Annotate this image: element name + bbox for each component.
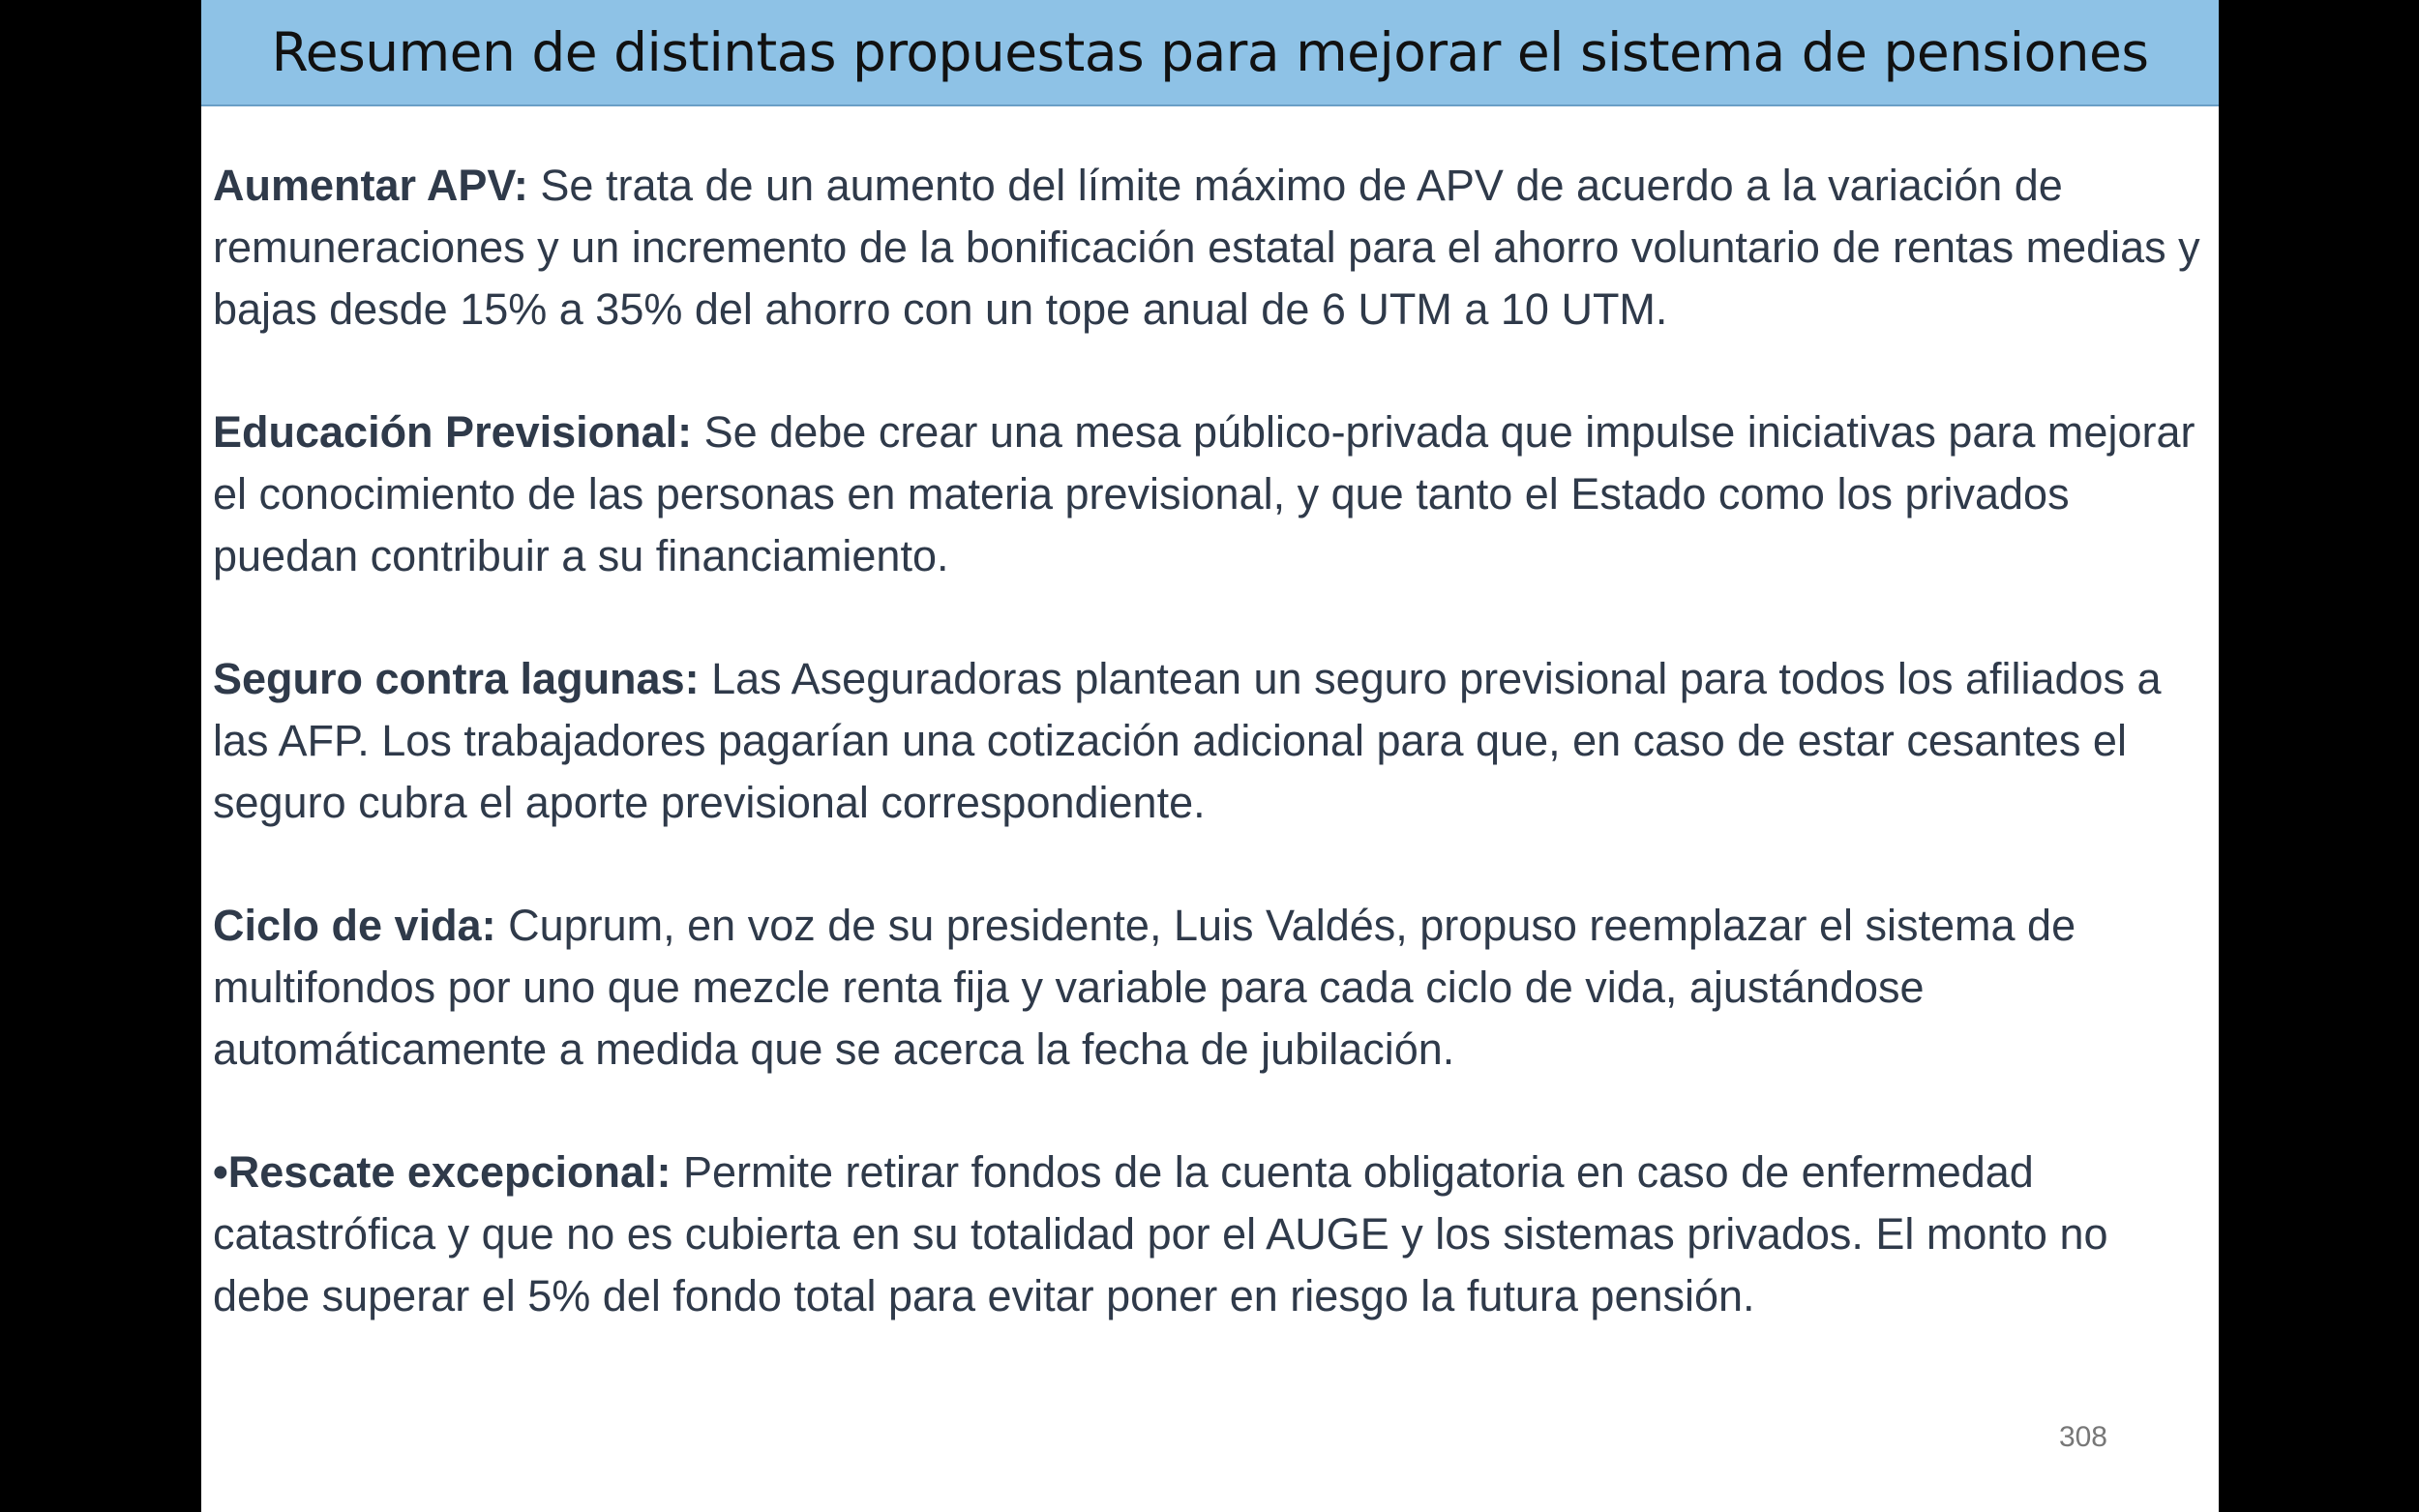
slide-body [213, 155, 2211, 1388]
proposal-text: Se debe crear una mesa público-privada que impulse iniciativas para mejorar el conocimiento de las personas en materia previsional, y que tanto el Estado como los privados puedan contribuir a su financiamiento. [213, 407, 2195, 580]
slide-title: Resumen de distintas propuestas para mejorar el sistema de pensiones [271, 21, 2149, 83]
proposal-text: Permite retirar fondos de la cuenta obligatoria en caso de enfermedad catastrófica y que no es cubierta en su totalidad por el AUGE y los sistemas privados. El monto no debe superar el 5% del fondo total para evitar poner en riesgo la futura pensión. [213, 1147, 2108, 1320]
proposal-heading: Seguro contra lagunas: [213, 654, 700, 703]
proposal-text: Las Aseguradoras plantean un seguro previsional para todos los afiliados a las AFP. Los trabajadores pagarían una cotización adicional para que, en caso de estar cesantes el seguro cubra el aporte previsional correspondiente. [213, 654, 2162, 827]
proposal-heading: Ciclo de vida: [213, 901, 496, 950]
proposal-text: Cuprum, en voz de su presidente, Luis Valdés, propuso reemplazar el sistema de multifondos por uno que mezcle renta fija y variable para cada ciclo de vida, ajustándose automáticamente a medida que se acerca la fecha de jubilación. [213, 901, 2076, 1074]
proposal-text: Se trata de un aumento del límite máximo de APV de acuerdo a la variación de remuneraciones y un incremento de la bonificación estatal para el ahorro voluntario de rentas medias y bajas desde 15% a 35% del ahorro con un tope anual de 6 UTM a 10 UTM. [213, 161, 2200, 334]
proposal-heading: Aumentar APV: [213, 161, 528, 210]
title-bar [201, 0, 2219, 106]
proposal-paragraph [213, 401, 2211, 587]
proposal-paragraph [213, 895, 2211, 1081]
proposal-paragraph [213, 648, 2211, 834]
proposal-heading: Educación Previsional: [213, 407, 693, 457]
proposal-heading: •Rescate excepcional: [213, 1147, 672, 1197]
page-number: 308 [2058, 1421, 2107, 1453]
proposal-paragraph [213, 155, 2211, 341]
slide [201, 0, 2219, 1512]
proposal-paragraph [213, 1141, 2211, 1327]
